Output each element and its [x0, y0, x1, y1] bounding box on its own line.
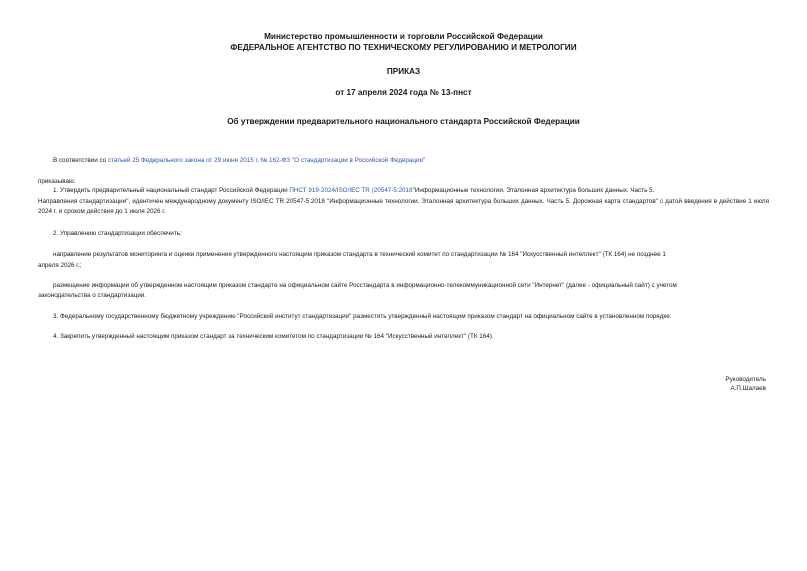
standard-link[interactable]: ПНСТ 919-2024/ISO/IEC TR (20547-5:2018 [289, 187, 413, 194]
item-2a-first-line: направление результатов мониторинга и оценки применения утвержденного настоящим приказом стандарта в технический комитет по стандартизации № 164 "Искусственный интеллект" (ТК 164) не позднее 1 [53, 251, 666, 258]
signatory-name: А.П.Шалаев [730, 385, 766, 392]
signatory-role: Руководитель [725, 376, 766, 383]
item-1-continuation: Направления стандартизации", идентичен международному документу ISO/IEC TR 20547-5:2018 "Информационные технологии. Эталонная архитектура больших данных. Часть 5. Дорожная карта стандартов" с датой введения в действие 1 июля 2024 г. и сроком действия до 1 июля 2026 г. [38, 198, 769, 215]
document-subject: Об утверждении предварительного национального стандарта Российской Федерации [227, 117, 580, 126]
item-3: 3. Федеральному государственному бюджетному учреждению "Российский институт стандартизации" разместить утвержденный настоящим приказом стандарт на официальном сайте в установленном порядке. [53, 313, 672, 320]
item-2b-continuation: законодательства о стандартизации. [38, 292, 147, 299]
item-1-prefix: 1. Утвердить предварительный национальный стандарт Российской Федерации [53, 187, 290, 194]
item-2: 2. Управлению стандартизации обеспечить: [53, 230, 182, 237]
legal-basis-prefix: В соответствии со [53, 157, 108, 164]
item-1-line1-suffix: "Информационные технологии. Эталонная архитектура больших данных. Часть 5. [412, 187, 655, 194]
ministry-name: Министерство промышленности и торговли Российской Федерации [264, 32, 543, 41]
order-word: приказываю: [38, 178, 76, 185]
item-2a-continuation: апреля 2026 г.; [38, 262, 82, 269]
item-2b-first-line: размещение информации об утвержденном настоящим приказом стандарте на официальном сайте Росстандарта в информационно-телекоммуникационной сети "Интернет" (далее - официальный сайт) с учетом [53, 282, 677, 289]
document-type: ПРИКАЗ [386, 67, 421, 76]
federal-law-link[interactable]: статьей 25 Федерального закона от 29 июня 2015 г. № 162-ФЗ "О стандартизации в Российской Федерации" [107, 157, 426, 164]
legal-basis-paragraph [53, 156, 769, 166]
item-4: 4. Закрепить утвержденный настоящим приказом стандарт за техническим комитетом по стандартизации № 164 "Искусственный интеллект" (ТК 164). [53, 333, 494, 340]
document-date-number: от 17 апреля 2024 года № 13-пнст [335, 88, 472, 97]
item-1-first-line [53, 186, 769, 196]
agency-name: ФЕДЕРАЛЬНОЕ АГЕНТСТВО ПО ТЕХНИЧЕСКОМУ РЕГУЛИРОВАНИЮ И МЕТРОЛОГИИ [230, 43, 577, 52]
